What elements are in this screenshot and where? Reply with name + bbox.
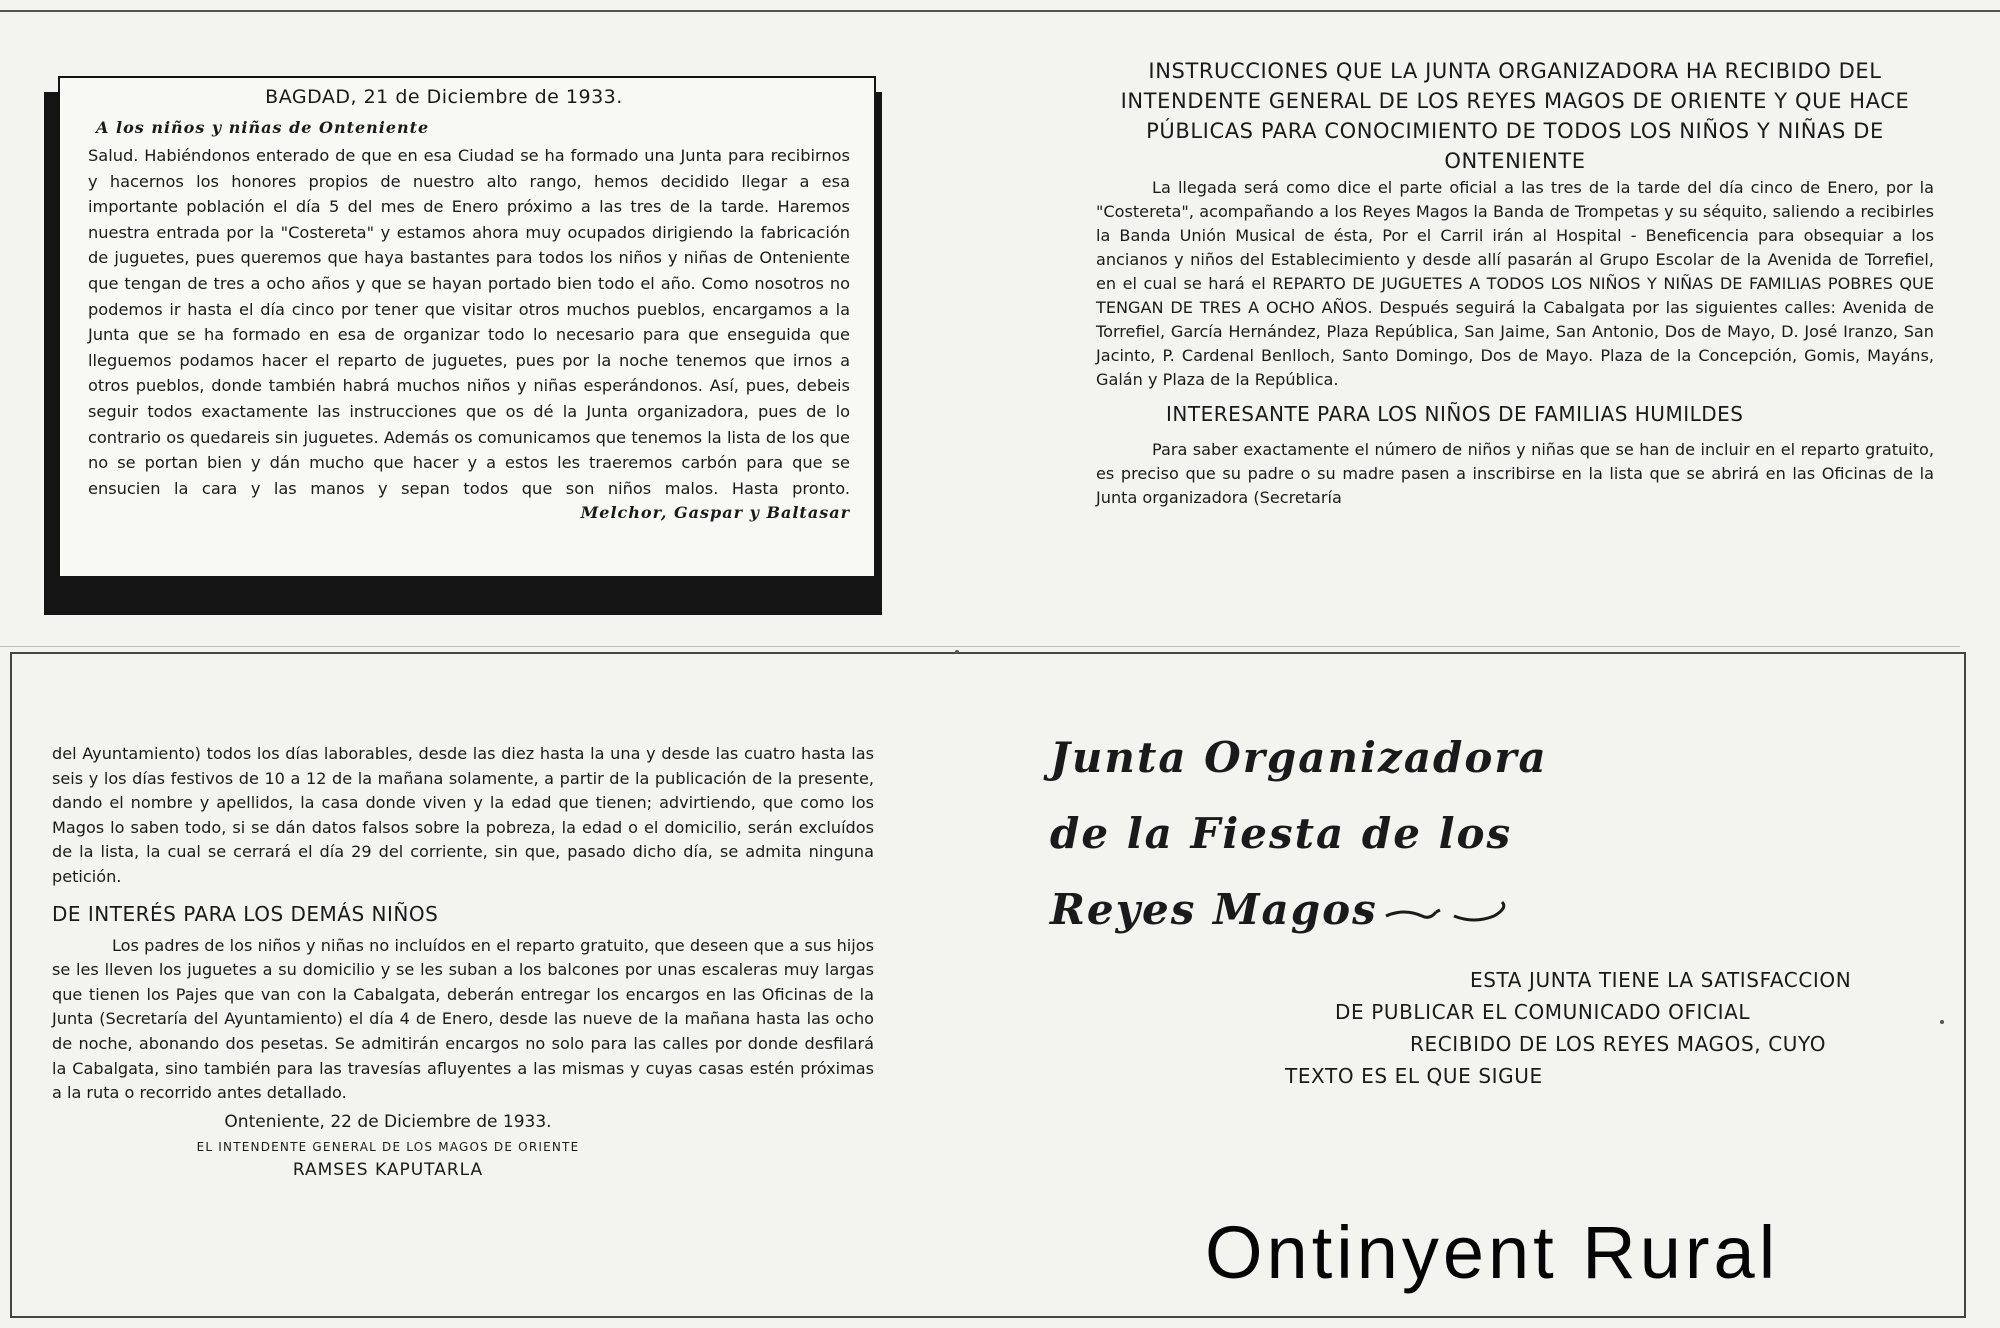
instructions-subheading: INTERESANTE PARA LOS NIÑOS DE FAMILIAS HUMILDES: [1166, 402, 1744, 426]
instructions-paragraph-2-start: Para saber exactamente el número de niños y niñas que se han de incluir en el reparto gratuito, es preciso que su padre o su madre pasen a inscribirse en la lista que se abrirá en las Oficinas de la Junta organizadora (Secretaría: [1096, 440, 1934, 507]
letter-salutation: A los niños y niñas de Onteniente: [96, 118, 430, 137]
junta-notice: [1280, 964, 1920, 1092]
middle-rule: [0, 646, 1960, 647]
watermark-logo: Ontinyent Rural: [1205, 1211, 1780, 1294]
instructions-paragraph-1: La llegada será como dice el parte oficial a las tres de la tarde del día cinco de Enero, por la "Costereta", acompañando a los Reyes Magos la Banda de Trompetas y su séquito, saliendo a recibirles la Banda Unión Musical de ésta, Por el Carril irán al Hospital - Beneficencia para obsequiar a los ancianos y niños del Establecimiento y desde allí pasarán al Grupo Escolar de la Avenida de Torrefiel, en el cual se hará el REPARTO DE JUGUETES A TODOS LOS NIÑOS Y NIÑAS DE FAMILIAS POBRES QUE TENGAN DE TRES A OCHO AÑOS. Después seguirá la Cabalgata por las siguientes calles: Avenida de Torrefiel, García Hernández, Plaza República, San Jaime, San Antonio, Dos de Mayo, D. José Iranzo, San Jacinto, P. Cardenal Benlloch, Santo Domingo, Dos de Mayo. Plaza de la Concepción, Gomis, Mayáns, Galán y Plaza de la República.: [1096, 178, 1934, 389]
continuation-subheading: DE INTERÉS PARA LOS DEMÁS NIÑOS: [52, 901, 439, 926]
notice-line-2: DE PUBLICAR EL COMUNICADO OFICIAL: [1335, 1000, 1751, 1024]
letter-signature: Melchor, Gaspar y Baltasar: [580, 503, 850, 523]
notice-line-3: RECIBIDO DE LOS REYES MAGOS, CUYO: [1410, 1032, 1827, 1056]
continuation-paragraph: del Ayuntamiento) todos los días laborables, desde las diez hasta la una y desde las cuatro hasta las seis y los días festivos de 10 a 12 de la mañana solamente, a partir de la publicación de la presente, dando el nombre y apellidos, la casa donde viven y la edad que tienen; advirtiendo, que como los Magos lo saben todo, si se dán datos falsos sobre la pobreza, la edad o el domicilio, serán excluídos de la lista, la cual se cerrará el día 29 del corriente, sin que, pasado dicho día, se admita ninguna petición.: [52, 744, 874, 886]
letter-body: Salud. Habiéndonos enterado de que en esa Ciudad se ha formado una Junta para recibirnos y hacernos los honores propios de nuestro alto rango, hemos decidido llegar a esa importante población el día 5 del mes de Enero próximo a las tres de la tarde. Haremos nuestra entrada por la "Costereta" y estamos ahora muy ocupados dirigiendo la fabricación de juguetes, pues queremos que haya bastantes para todos los niños y niñas de Onteniente que tengan de tres a ocho años y que se hayan portado bien todo el año. Como nosotros no podemos ir hasta el día cinco por tener que visitar otros muchos pueblos, encargamos a la Junta que se ha formado en esa de organizar todo lo necesario para que enseguida que lleguemos podamos hacer el reparto de juguetes, pues por la noche tenemos que irnos a otros pueblos, donde también habrá muchos niños y niñas esperándonos. Así, pues, debeis seguir todos exactamente las instrucciones que os dé la Junta organizadora, pues de lo contrario os quedareis sin juguetes. Además os comunicamos que tenemos la lista de los que no se portan bien y dán mucho que hacer y a estos les traeremos carbón para que se ensucien la cara y las manos y sepan todos que son niños malos. Hasta pronto.: [88, 146, 850, 498]
signer-title: EL INTENDENTE GENERAL DE LOS MAGOS DE ORIENTE: [196, 1139, 580, 1154]
letter-box: [58, 76, 876, 578]
junta-title: [1050, 720, 1750, 948]
speck-dot: [1940, 1020, 1944, 1024]
speck-dot: [955, 650, 959, 654]
continuation-paragraph-3: Los padres de los niños y niñas no incluídos en el reparto gratuito, que deseen que a sus hijos se les lleven los juguetes a su domicilio y se les suban a los balcones por unas escaleras muy largas que tienen los Pajes que van con la Cabalgata, deberán entregar los encargos en las Oficinas de la Junta (Secretaría del Ayuntamiento) el día 4 de Enero, desde las nueve de la mañana hasta las ocho de noche, abonando dos pesetas. Se admitirán encargos no solo para las calles por donde desfilará la Cabalgata, sino también para las travesías afluyentes a las mismas y cuyas casas estén próximas a la ruta o recorrido antes detallado.: [52, 935, 874, 1103]
junta-title-line-3: Reyes Magos: [1050, 885, 1378, 934]
continuation-date: Onteniente, 22 de Diciembre de 1933.: [224, 1111, 552, 1132]
signer-name: RAMSES KAPUTARLA: [292, 1159, 484, 1180]
junta-title-line-2: de la Fiesta de los: [1050, 809, 1513, 858]
instructions-heading: INSTRUCCIONES QUE LA JUNTA ORGANIZADORA HA RECIBIDO DEL INTENDENTE GENERAL DE LOS REYES MAGOS DE ORIENTE Y QUE HACE PÚBLICAS PARA CONOCIMIENTO DE TODOS LOS NIÑOS Y NIÑAS DE ONTENIENTE: [1120, 59, 1910, 173]
notice-line-1: ESTA JUNTA TIENE LA SATISFACCION: [1470, 968, 1852, 992]
junta-title-line-1: Junta Organizadora: [1050, 733, 1548, 782]
top-rule: [0, 10, 2000, 12]
notice-line-4: TEXTO ES EL QUE SIGUE: [1285, 1064, 1543, 1088]
letter-dateline: BAGDAD, 21 de Diciembre de 1933.: [265, 86, 623, 108]
continuation-section: [52, 742, 874, 1180]
flourish-ornament: [1384, 898, 1514, 928]
instructions-section: [1096, 56, 1934, 510]
